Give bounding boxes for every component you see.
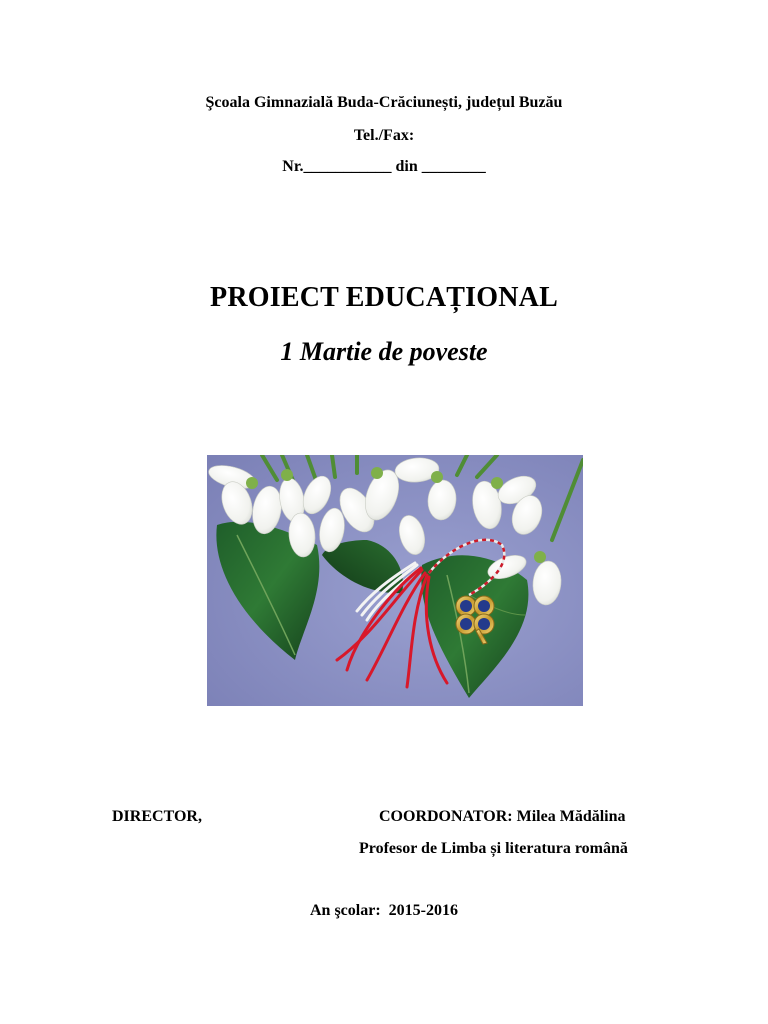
director-signature-label: DIRECTOR, bbox=[112, 808, 202, 825]
coordinator-signature-label: COORDONATOR: Milea Mădălina bbox=[379, 808, 626, 825]
page-title: PROIECT EDUCAȚIONAL bbox=[210, 282, 558, 313]
page-subtitle: 1 Martie de poveste bbox=[280, 337, 488, 366]
school-year: An şcolar: 2015-2016 bbox=[310, 902, 458, 919]
school-name: Şcoala Gimnazială Buda-Crăciunești, județul Buzău bbox=[205, 94, 563, 111]
snowdrops-martisor-image bbox=[207, 455, 583, 706]
tel-fax-line: Tel./Fax: bbox=[353, 127, 415, 144]
registration-number-line: Nr.___________ din ________ bbox=[282, 158, 486, 175]
coordinator-role: Profesor de Limba și literatura română bbox=[359, 840, 628, 857]
